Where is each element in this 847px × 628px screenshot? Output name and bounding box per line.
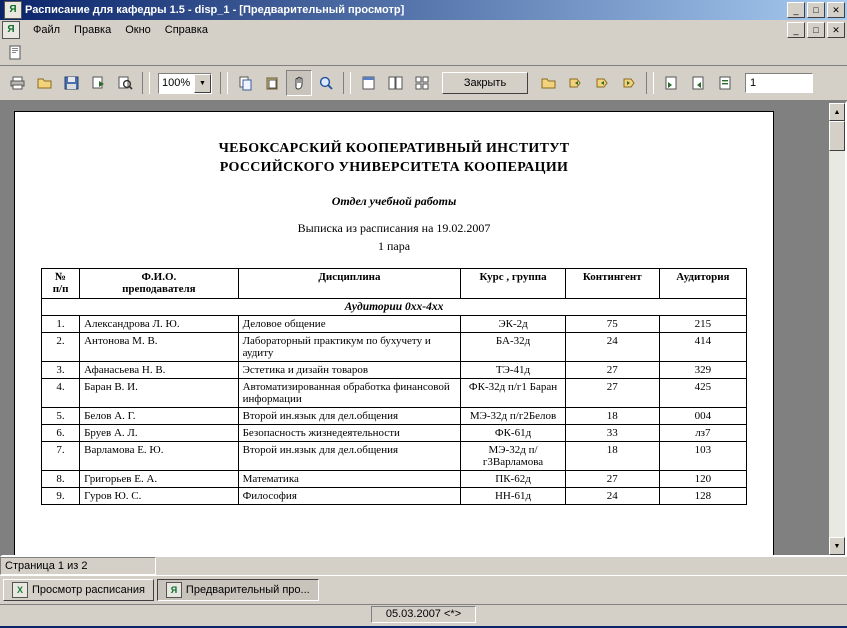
page-forward-icon[interactable] <box>712 70 738 96</box>
page-canvas[interactable] <box>2 103 828 555</box>
save-icon[interactable] <box>58 70 84 96</box>
menu-item-file[interactable]: Файл <box>33 24 61 36</box>
cell-auditorium: лз7 <box>659 425 746 442</box>
document-tab-bar <box>0 41 847 66</box>
header-teacher-line1: Ф.И.О. <box>141 270 177 283</box>
table-body <box>42 299 747 505</box>
cell-number: 4. <box>42 379 80 408</box>
cell-course-group: ПК-62д <box>461 471 566 488</box>
minimize-button[interactable]: _ <box>787 2 805 18</box>
cell-discipline: Лабораторный практикум по бухучету и аудиту <box>238 333 461 362</box>
cell-auditorium: 128 <box>659 488 746 505</box>
table-row <box>42 488 747 505</box>
cell-auditorium: 120 <box>659 471 746 488</box>
bottom-status-bar <box>0 604 847 623</box>
cell-teacher: Белов А. Г. <box>80 408 238 425</box>
cell-number: 7. <box>42 442 80 471</box>
vertical-scrollbar[interactable] <box>828 103 845 555</box>
copy-icon[interactable] <box>232 70 258 96</box>
cell-course-group: ФК-61д <box>461 425 566 442</box>
paste-icon[interactable] <box>259 70 285 96</box>
header-teacher <box>80 268 238 298</box>
cell-auditorium: 103 <box>659 442 746 471</box>
scroll-down-button[interactable]: ▼ <box>829 537 845 555</box>
status-filler <box>156 558 847 574</box>
two-page-icon[interactable] <box>382 70 408 96</box>
menu-item-edit[interactable]: Правка <box>74 24 112 36</box>
cell-contingent: 18 <box>565 442 659 471</box>
toolbar-separator-4 <box>646 72 654 94</box>
taskbar <box>0 575 847 604</box>
multi-page-icon[interactable] <box>409 70 435 96</box>
table-row <box>42 379 747 408</box>
close-preview-button[interactable]: Закрыть <box>442 72 528 94</box>
header-teacher-line2: преподавателя <box>122 283 196 296</box>
first-page-icon[interactable] <box>562 70 588 96</box>
page-back-icon[interactable] <box>685 70 711 96</box>
cell-discipline: Деловое общение <box>238 316 461 333</box>
cell-number: 3. <box>42 362 80 379</box>
window-controls <box>787 2 845 18</box>
cell-auditorium: 425 <box>659 379 746 408</box>
cell-course-group: МЭ-32д п/г2Белов <box>461 408 566 425</box>
cell-discipline: Философия <box>238 488 461 505</box>
cell-contingent: 27 <box>565 362 659 379</box>
excel-icon: X <box>12 582 28 598</box>
preview-document-icon <box>6 43 26 63</box>
table-row <box>42 362 747 379</box>
toolbar <box>0 66 847 101</box>
cell-course-group: БА-32д <box>461 333 566 362</box>
cell-course-group: НН-61д <box>461 488 566 505</box>
header-auditorium: Аудитория <box>659 268 746 298</box>
find-icon[interactable] <box>112 70 138 96</box>
cell-discipline: Эстетика и дизайн товаров <box>238 362 461 379</box>
cell-number: 8. <box>42 471 80 488</box>
page-number-input[interactable]: 1 <box>745 73 813 93</box>
doc-title-line2: РОССИЙСКОГО УНИВЕРСИТЕТА КООПЕРАЦИИ <box>219 159 569 175</box>
cell-teacher: Григорьев Е. А. <box>80 471 238 488</box>
cell-discipline: Безопасность жизнедеятельности <box>238 425 461 442</box>
group-header-row <box>42 299 747 316</box>
doc-subtitle: Отдел учебной работы <box>331 193 457 208</box>
menu-bar <box>0 20 847 41</box>
table-row <box>42 442 747 471</box>
print-icon[interactable] <box>4 70 30 96</box>
cell-number: 9. <box>42 488 80 505</box>
status-bar <box>0 557 847 575</box>
maximize-button[interactable]: □ <box>807 2 825 18</box>
group-label: Аудитории 0хх-4хх <box>42 299 747 316</box>
cell-contingent: 75 <box>565 316 659 333</box>
cell-course-group: ТЭ-41д <box>461 362 566 379</box>
cell-auditorium: 414 <box>659 333 746 362</box>
toolbar-separator-1 <box>142 72 150 94</box>
open-icon[interactable] <box>31 70 57 96</box>
cell-number: 6. <box>42 425 80 442</box>
schedule-table <box>41 268 747 505</box>
export-icon[interactable] <box>85 70 111 96</box>
mdi-close-button[interactable]: ✕ <box>827 22 845 38</box>
task-label: Просмотр расписания <box>32 584 145 596</box>
toolbar-separator-2 <box>220 72 228 94</box>
cell-teacher: Александрова Л. Ю. <box>80 316 238 333</box>
table-row <box>42 408 747 425</box>
status-page-info: Страница 1 из 2 <box>0 557 156 575</box>
cell-contingent: 18 <box>565 408 659 425</box>
cell-contingent: 24 <box>565 333 659 362</box>
cell-number: 5. <box>42 408 80 425</box>
cell-contingent: 27 <box>565 379 659 408</box>
cell-discipline: Второй ин.язык для дел.общения <box>238 442 461 471</box>
mdi-maximize-button[interactable]: □ <box>807 22 825 38</box>
mdi-window-controls <box>787 22 847 38</box>
prev-page-icon[interactable] <box>589 70 615 96</box>
scroll-up-button[interactable]: ▲ <box>829 103 845 121</box>
cell-auditorium: 329 <box>659 362 746 379</box>
cell-number: 2. <box>42 333 80 362</box>
preview-area <box>0 101 847 557</box>
cell-teacher: Гуров Ю. С. <box>80 488 238 505</box>
app-icon: Я <box>4 1 22 19</box>
task-label: Предварительный про... <box>185 584 310 596</box>
cell-discipline: Автоматизированная обработка финансовой информации <box>238 379 461 408</box>
header-number-line2: п/п <box>52 283 69 296</box>
bottom-date-cell: 05.03.2007 <*> <box>371 606 476 623</box>
menu-item-help[interactable]: Справка <box>164 24 208 36</box>
table-row <box>42 425 747 442</box>
header-course-group: Курс , группа <box>461 268 566 298</box>
last-page-icon[interactable] <box>658 70 684 96</box>
table-header-row <box>42 268 747 298</box>
table-row <box>42 316 747 333</box>
cell-teacher: Бруев А. Л. <box>80 425 238 442</box>
cell-auditorium: 004 <box>659 408 746 425</box>
window-title: Расписание для кафедры 1.5 - disp_1 - [Предварительный просмотр] <box>25 4 405 16</box>
cell-teacher: Антонова М. В. <box>80 333 238 362</box>
document-icon: Я <box>2 21 20 39</box>
header-number-line1: № <box>55 270 67 283</box>
doc-title-line1: ЧЕБОКСАРСКИЙ КООПЕРАТИВНЫЙ ИНСТИТУТ <box>218 141 570 156</box>
table-row <box>42 471 747 488</box>
zoom-tool-icon[interactable] <box>313 70 339 96</box>
header-contingent: Контингент <box>565 268 659 298</box>
cell-auditorium: 215 <box>659 316 746 333</box>
doc-pair-line: 1 пара <box>377 238 411 253</box>
zoom-value: 100% <box>162 77 191 89</box>
cell-teacher: Баран В. И. <box>80 379 238 408</box>
close-button[interactable]: ✕ <box>827 2 845 18</box>
app-icon: Я <box>166 582 182 598</box>
title-bar <box>0 0 847 20</box>
cell-contingent: 27 <box>565 471 659 488</box>
folder-icon[interactable] <box>535 70 561 96</box>
zoom-combo[interactable] <box>158 73 212 94</box>
cell-course-group: ФК-32д п/г1 Баран <box>461 379 566 408</box>
cell-teacher: Варламова Е. Ю. <box>80 442 238 471</box>
mdi-minimize-button[interactable]: _ <box>787 22 805 38</box>
one-page-icon[interactable] <box>355 70 381 96</box>
menu-item-window[interactable]: Окно <box>125 24 151 36</box>
doc-extract-line: Выписка из расписания на 19.02.2007 <box>297 220 491 235</box>
next-page-icon[interactable] <box>616 70 642 96</box>
hand-tool-icon[interactable] <box>286 70 312 96</box>
cell-teacher: Афанасьева Н. В. <box>80 362 238 379</box>
document-page <box>14 111 774 555</box>
toolbar-separator-3 <box>343 72 351 94</box>
chevron-down-icon[interactable]: ▼ <box>194 74 211 93</box>
cell-number: 1. <box>42 316 80 333</box>
cell-contingent: 24 <box>565 488 659 505</box>
table-row <box>42 333 747 362</box>
cell-discipline: Второй ин.язык для дел.общения <box>238 408 461 425</box>
header-number <box>42 268 80 298</box>
cell-course-group: ЭК-2д <box>461 316 566 333</box>
cell-discipline: Математика <box>238 471 461 488</box>
cell-contingent: 33 <box>565 425 659 442</box>
cell-course-group: МЭ-32д п/г3Варламова <box>461 442 566 471</box>
task-button-schedule-view[interactable] <box>3 579 154 601</box>
scroll-track[interactable] <box>829 121 845 537</box>
scroll-thumb[interactable] <box>829 121 845 151</box>
header-discipline: Дисциплина <box>238 268 461 298</box>
task-button-preview[interactable] <box>157 579 319 601</box>
